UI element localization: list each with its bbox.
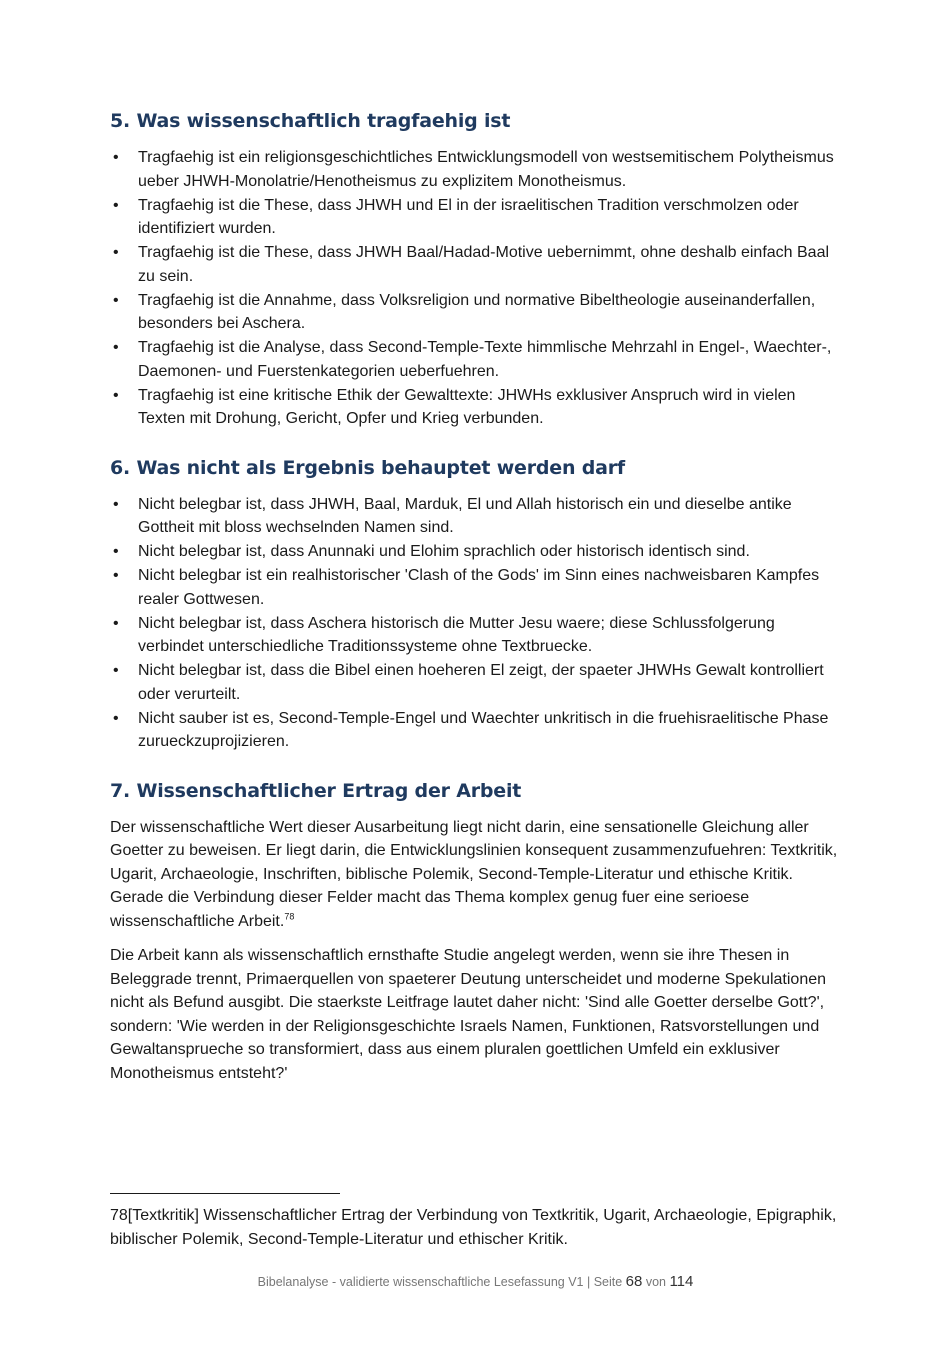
list-item: • Nicht belegbar ist, dass Aschera historisch die Mutter Jesu waere; diese Schlussfolgerung verbindet unterschiedliche Traditionssysteme ohne Textbruecke. [110,612,842,659]
section-5-list [110,146,842,431]
paragraph-text: Der wissenschaftliche Wert dieser Ausarbeitung liegt nicht darin, eine sensationelle Gleichung aller Goetter zu beweisen. Er liegt darin, die Entwicklungslinien konsequent zusammenzufuehren: Textkritik, Ugarit, Archaeologie, Inschriften, biblische Polemik, Second-Temple-Literatur und ethische Kritik. Gerade die Verbindung dieser Felder macht das Thema komplex genug fuer eine serioese wissenschaftliche Arbeit. [110,818,838,930]
page-total: 114 [669,1273,694,1290]
list-item: • Tragfaehig ist ein religionsgeschichtliches Entwicklungsmodell von westsemitischem Polytheismus ueber JHWH-Monolatrie/Henotheismus zu explizitem Monotheismus. [110,146,842,193]
list-item: • Tragfaehig ist eine kritische Ethik der Gewalttexte: JHWHs exklusiver Anspruch wird in vielen Texten mit Drohung, Gericht, Opfer und Krieg verbunden. [110,384,842,431]
page-content [110,110,842,1096]
section-heading-6: 6. Was nicht als Ergebnis behauptet werden darf [110,456,625,479]
list-item: • Nicht belegbar ist ein realhistorischer 'Clash of the Gods' im Sinn eines nachweisbaren Kampfes realer Gottwesen. [110,564,842,611]
footer-text: Bibelanalyse - validierte wissenschaftliche Lesefassung V1 | Seite [257,1275,626,1289]
body-paragraph [110,816,842,934]
list-item: • Nicht belegbar ist, dass die Bibel einen hoeheren El zeigt, der spaeter JHWHs Gewalt kontrolliert oder verurteilt. [110,659,842,706]
list-item: • Nicht belegbar ist, dass JHWH, Baal, Marduk, El und Allah historisch ein und dieselbe antike Gottheit mit bloss wechselnden Namen sind. [110,493,842,540]
section-heading-5: 5. Was wissenschaftlich tragfaehig ist [110,110,511,132]
list-item: • Nicht sauber ist es, Second-Temple-Engel und Waechter unkritisch in die fruehisraelitische Phase zurueckzuprojizieren. [110,707,842,754]
footnote: 78[Textkritik] Wissenschaftlicher Ertrag der Verbindung von Textkritik, Ugarit, Archaeologie, Epigraphik, biblischer Polemik, Second-Temple-Literatur und ethischer Kritik. [110,1207,837,1248]
list-item: • Tragfaehig ist die Analyse, dass Second-Temple-Texte himmlische Mehrzahl in Engel-, Waechter-, Daemonen- und Fuerstenkategorien ueberfuehren. [110,336,842,383]
list-item: • Nicht belegbar ist, dass Anunnaki und Elohim sprachlich oder historisch identisch sind. [110,540,842,564]
page-footer [0,1273,951,1290]
body-paragraph [110,944,842,1085]
footer-of: von [642,1275,670,1289]
section-heading-7: 7. Wissenschaftlicher Ertrag der Arbeit [110,779,522,802]
page-number: 68 [625,1273,643,1290]
list-item: • Tragfaehig ist die These, dass JHWH Baal/Hadad-Motive uebernimmt, ohne deshalb einfach Baal zu sein. [110,241,842,288]
section-6-list [110,493,842,754]
list-item: • Tragfaehig ist die Annahme, dass Volksreligion und normative Bibeltheologie auseinanderfallen, besonders bei Aschera. [110,289,842,336]
footnote-divider [110,1193,340,1194]
list-item: • Tragfaehig ist die These, dass JHWH und El in der israelitischen Tradition verschmolzen oder identifiziert wurden. [110,194,842,241]
footnote-reference[interactable]: 78 [284,911,295,922]
paragraph-text: Die Arbeit kann als wissenschaftlich ernsthafte Studie angelegt werden, wenn sie ihre Thesen in Beleggrade trennt, Primaerquellen von spaeterer Deutung unterscheidet und moderne Spekulationen nicht als Befund ausgibt. Die staerkste Leitfrage lautet daher nicht: 'Sind alle Goetter derselbe Gott?', sondern: 'Wie werden in der Religionsgeschichte Israels Namen, Funktionen, Ratsvorstellungen und Gewaltansprueche so transformiert, dass aus einem pluralen goettlichen Umfeld ein exklusiver Monotheismus entsteht?' [110,947,827,1082]
